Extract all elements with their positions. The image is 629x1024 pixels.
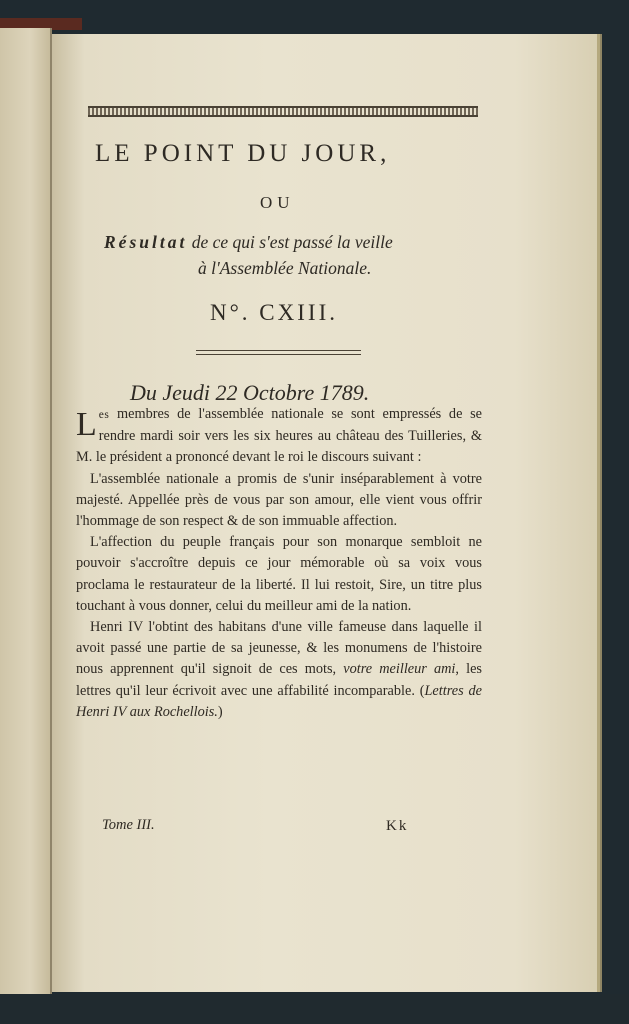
subtitle-caps: Résultat <box>104 232 188 252</box>
body-text <box>76 404 482 723</box>
paragraph-1-smallcaps: es <box>98 409 110 421</box>
subtitle-line-2: à l'Assemblée Nationale. <box>198 258 372 278</box>
paragraph-4-text-c: ) <box>217 703 223 720</box>
page-title: LE POINT DU JOUR, <box>95 140 391 167</box>
paragraph-4-text-a: Henri IV l'obtint des habitans d'une ville fameuse dans laquelle il avoit passé une partie de sa jeunesse, & les monumens de l'histoire nous apprennent qu'il signoit de ces mots, <box>76 619 482 678</box>
bottom-background <box>0 994 629 1024</box>
subtitle-rest: de ce qui s'est passé la veille <box>187 232 393 252</box>
paragraph-2: L'assemblée nationale a promis de s'unir inséparablement à votre majesté. Appellée près de vous par son amour, elle vient vous offrir l'hommage de son respect & de son immuable affection. <box>76 470 482 530</box>
paragraph-4 <box>76 617 482 723</box>
left-page <box>0 28 52 994</box>
paragraph-4-emphasis: votre meilleur ami <box>343 661 456 678</box>
signature-mark: Kk <box>386 818 409 834</box>
paragraph-3: L'affection du peuple français pour son monarque sembloit ne pouvoir s'accroître depuis ce jour mémorable où sa voix vous proclama le restaurateur de la liberté. Il lui restoit, Sire, un titre plus touchant à vous donner, celui du meilleur ami de la nation. <box>76 534 482 614</box>
paragraph-4-citation: Lettres de Henri IV aux Rochellois. <box>76 682 482 720</box>
issue-number: N°. CXIII. <box>210 300 338 325</box>
volume-label: Tome III. <box>102 817 155 833</box>
paragraph-1 <box>76 404 482 469</box>
ornamental-rule-middle <box>196 350 361 355</box>
subtitle-line-1 <box>104 232 484 253</box>
paragraph-1-text: membres de l'assemblée nationale se sont empressés de se rendre mardi soir vers les six heures au château des Tuilleries, & M. le président a prononcé devant le roi le discours suivant : <box>76 406 482 466</box>
ornamental-rule-top <box>88 106 478 117</box>
drop-cap: L <box>76 406 97 443</box>
title-conjunction: OU <box>260 193 295 212</box>
dateline: Du Jeudi 22 Octobre 1789. <box>130 380 370 405</box>
paragraph-4-text-b: , les lettres qu'il leur écrivoit avec une affabilité incomparable. ( <box>76 661 482 699</box>
